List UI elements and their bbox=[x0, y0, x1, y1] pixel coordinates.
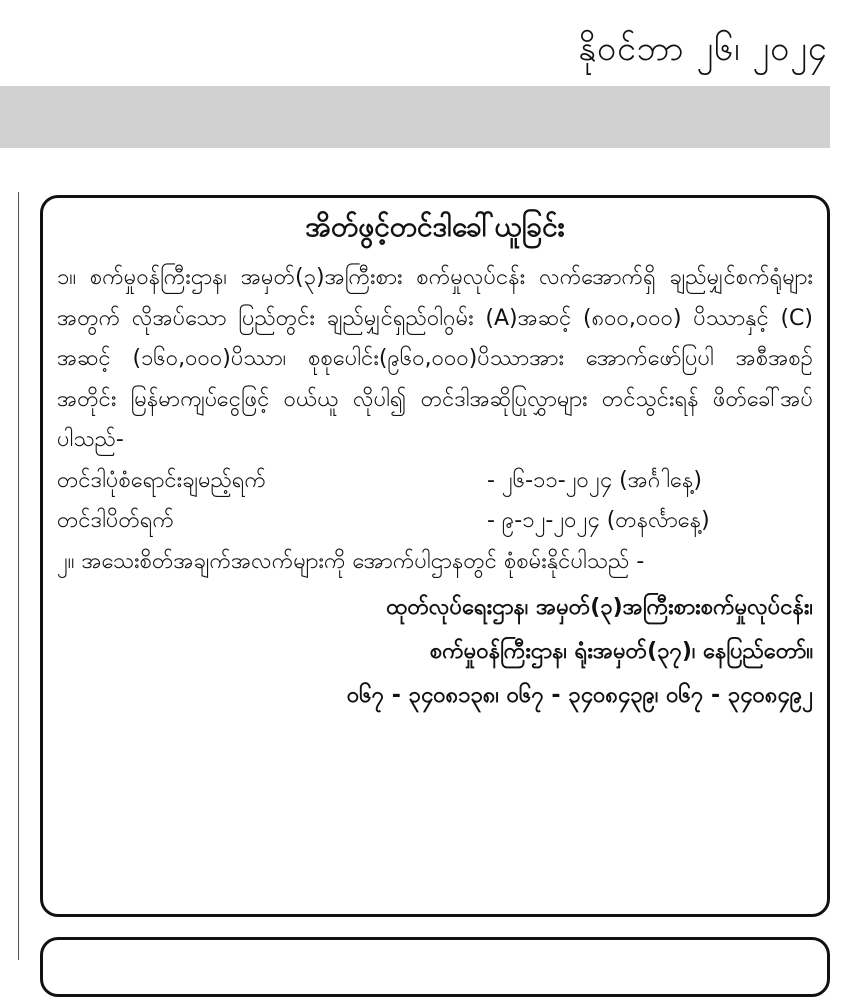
header-band bbox=[0, 86, 830, 148]
contact-block bbox=[57, 586, 813, 718]
notice-paragraph-1: ၁။ စက်မှုဝန်ကြီးဌာန၊ အမှတ်(၃)အကြီးစား စက်မှုလုပ်ငန်း လက်အောက်ရှိ ချည်မျှင်စက်ရုံများအတွက် လိုအပ်သော ပြည်တွင်း ချည်မျှင်ရှည်ဝါဂွမ်း (A)အဆင့် (၈၀၀,၀၀၀) ပိဿာနှင့် (C) အဆင့် (၁၆၀,၀၀၀)ပိဿာ၊ စုစုပေါင်း(၉၆၀,၀၀၀)ပိဿာအား အောက်ဖော်ပြပါ အစီအစဉ်အတိုင်း မြန်မာကျပ်ငွေဖြင့် ဝယ်ယူ လိုပါ၍ တင်ဒါအဆိုပြုလွှာများ တင်သွင်းရန် ဖိတ်ခေါ်အပ်ပါသည်- bbox=[57, 265, 813, 452]
schedule-value: - ၂၆-၁၁-၂၀၂၄ (အင်္ဂါနေ့) bbox=[487, 467, 702, 493]
notice-title: အိတ်ဖွင့်တင်ဒါခေါ်ယူခြင်း bbox=[305, 210, 565, 243]
tender-notice-box bbox=[40, 195, 830, 917]
next-notice-box bbox=[40, 937, 830, 997]
contact-line: စက်မှုဝန်ကြီးဌာန၊ ရုံးအမှတ်(၃၇)၊ နေပြည်တော်။ bbox=[429, 639, 813, 664]
schedule-label: တင်ဒါပုံစံရောင်းချမည့်ရက် bbox=[57, 467, 267, 493]
schedule-row bbox=[57, 501, 813, 542]
schedule-row bbox=[57, 461, 813, 502]
contact-phone-line: ၀၆၇ - ၃၄၀၈၁၃၈၊ ၀၆၇ - ၃၄၀၈၄၃၉၊ ၀၆၇ - ၃၄၀၈၄၉၂ bbox=[346, 683, 813, 708]
notice-paragraph-2: ၂။ အသေးစိတ်အချက်အလက်များကို အောက်ပါဌာနတွင် စုံစမ်းနိုင်ပါသည် - bbox=[57, 548, 645, 574]
schedule-label: တင်ဒါပိတ်ရက် bbox=[57, 508, 175, 533]
schedule-value: - ၉-၁၂-၂၀၂၄ (တနင်္လာနေ့) bbox=[487, 508, 710, 533]
issue-date: နိုဝင်ဘာ ၂၆၊ ၂၀၂၄ bbox=[578, 29, 828, 69]
column-rule bbox=[18, 192, 19, 960]
contact-line: ထုတ်လုပ်ရေးဌာန၊ အမှတ်(၃)အကြီးစားစက်မှုလုပ်ငန်း၊ bbox=[386, 595, 813, 620]
